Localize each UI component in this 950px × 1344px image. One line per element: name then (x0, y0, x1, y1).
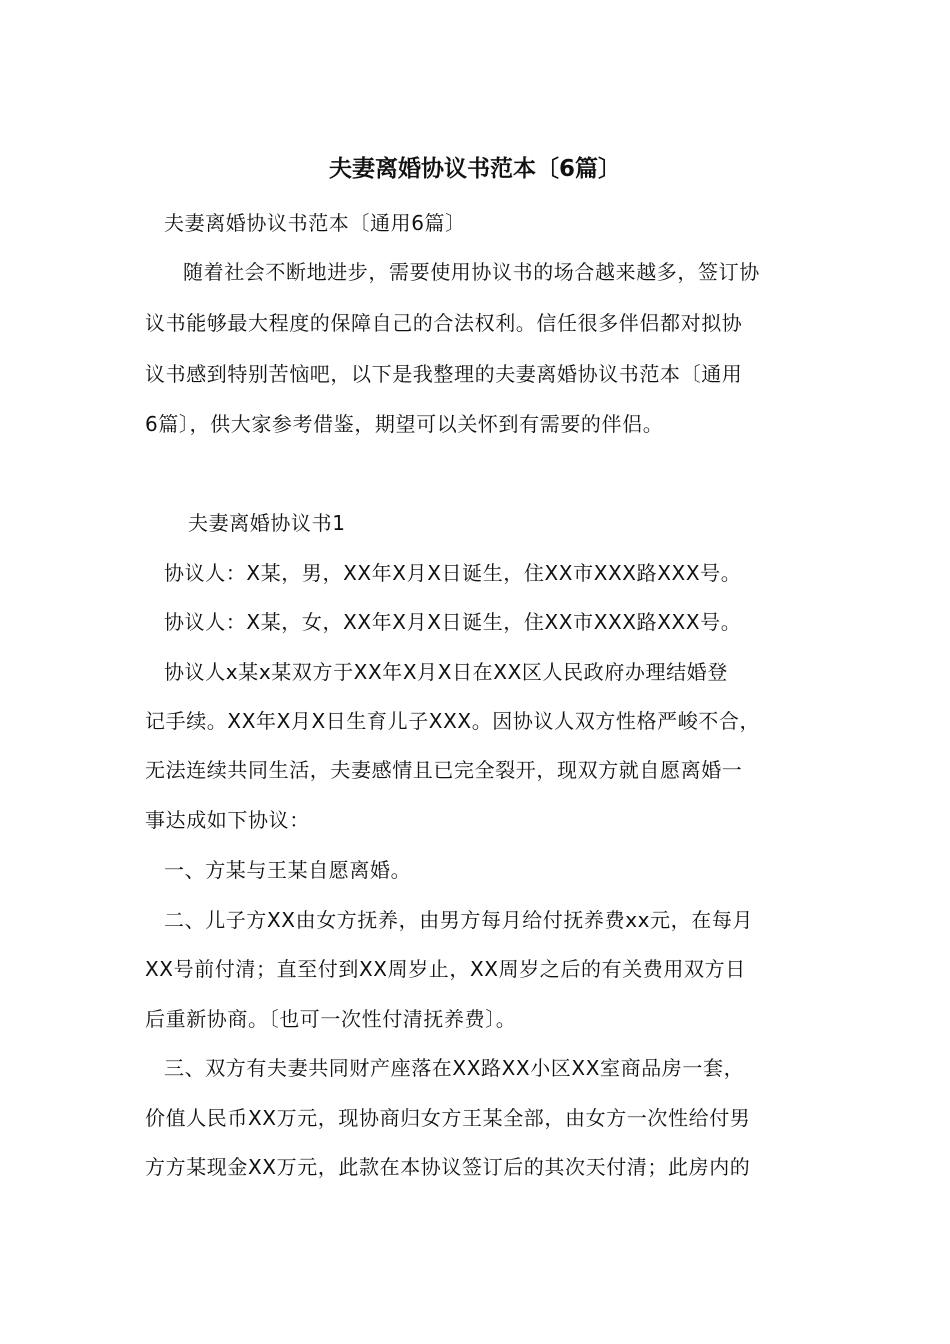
agreement-line-2: 记手续。XX年X月X日生育儿子XXX。因协议人双方性格严峻不合， (145, 709, 761, 733)
intro-line-2: 议书能够最大程度的保障自己的合法权利。信任很多伴侣都对拟协 (145, 311, 743, 335)
party-1: 协议人：X某，男，XX年X月X日诞生，住XX市XXX路XXX号。 (164, 561, 742, 585)
clause-1: 一、方某与王某自愿离婚。 (164, 858, 412, 882)
party-2: 协议人：X某，女，XX年X月X日诞生，住XX市XXX路XXX号。 (164, 610, 742, 634)
agreement-line-3: 无法连续共同生活，夫妻感情且已完全裂开，现双方就自愿离婚一 (145, 758, 743, 782)
intro-line-3: 议书感到特别苦恼吧，以下是我整理的夫妻离婚协议书范本〔通用 (145, 362, 743, 386)
document-subtitle: 夫妻离婚协议书范本〔通用6篇〕 (164, 211, 466, 235)
clause-3-line-1: 三、双方有夫妻共同财产座落在XX路XX小区XX室商品房一套， (164, 1056, 745, 1080)
document-title: 夫妻离婚协议书范本〔6篇〕 (328, 156, 621, 182)
agreement-line-1: 协议人x某x某双方于XX年X月X日在XX区人民政府办理结婚登 (164, 660, 728, 684)
agreement-line-4: 事达成如下协议： (145, 808, 310, 832)
intro-line-1: 随着社会不断地进步，需要使用协议书的场合越来越多，签订协 (183, 260, 760, 284)
section-heading: 夫妻离婚协议书1 (188, 511, 346, 535)
clause-2-line-2: XX号前付清；直至付到XX周岁止，XX周岁之后的有关费用双方日 (145, 957, 746, 981)
clause-2-line-1: 二、儿子方XX由女方抚养，由男方每月给付抚养费xx元，在每月 (164, 908, 754, 932)
clause-3-line-2: 价值人民币XX万元，现协商归女方王某全部，由女方一次性给付男 (145, 1106, 751, 1130)
clause-2-line-3: 后重新协商。〔也可一次性付清抚养费〕。 (145, 1007, 517, 1031)
intro-line-4: 6篇〕，供大家参考借鉴，期望可以关怀到有需要的伴侣。 (145, 412, 664, 436)
clause-3-line-3: 方方某现金XX万元，此款在本协议签订后的其次天付清；此房内的 (145, 1155, 751, 1179)
